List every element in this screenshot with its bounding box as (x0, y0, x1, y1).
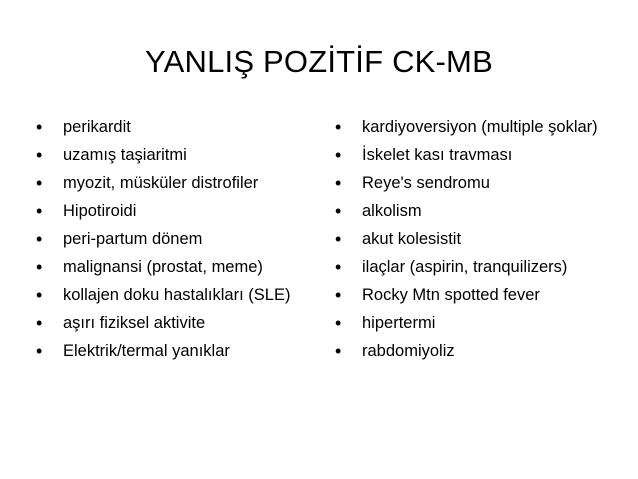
bullet-icon: • (36, 285, 43, 305)
list-item (335, 312, 625, 334)
list-item (335, 116, 625, 138)
bullet-icon: • (36, 229, 43, 249)
list-item (335, 256, 625, 278)
list-item (36, 256, 316, 278)
list-item (335, 284, 625, 306)
bullet-icon: • (36, 341, 43, 361)
bullet-icon: • (335, 117, 342, 137)
list-item-text: hipertermi (362, 314, 436, 332)
list-item-text: malignansi (prostat, meme) (63, 258, 263, 276)
bullet-icon: • (335, 257, 342, 277)
list-item-text: perikardit (63, 118, 131, 136)
list-item (335, 144, 625, 166)
bullet-icon: • (335, 313, 342, 333)
right-bullet-list (335, 116, 625, 368)
bullet-icon: • (36, 173, 43, 193)
list-item-text: Rocky Mtn spotted fever (362, 286, 540, 304)
bullet-icon: • (36, 117, 43, 137)
list-item (335, 200, 625, 222)
list-item (36, 172, 316, 194)
bullet-icon: • (335, 285, 342, 305)
list-item (36, 116, 316, 138)
list-item-text: Reye's sendromu (362, 174, 490, 192)
bullet-icon: • (335, 229, 342, 249)
bullet-icon: • (335, 145, 342, 165)
list-item (36, 144, 316, 166)
left-bullet-list (36, 116, 316, 368)
list-item-text: kollajen doku hastalıkları (SLE) (63, 286, 291, 304)
list-item-text: alkolism (362, 202, 422, 220)
list-item-text: uzamış taşiaritmi (63, 146, 187, 164)
bullet-icon: • (335, 341, 342, 361)
list-item-text: peri-partum dönem (63, 230, 203, 248)
list-item (36, 340, 316, 362)
list-item (335, 340, 625, 362)
list-item (36, 312, 316, 334)
list-item-text: aşırı fiziksel aktivite (63, 314, 206, 332)
list-item-text: Elektrik/termal yanıklar (63, 342, 230, 360)
list-item-text: Hipotiroidi (63, 202, 137, 220)
bullet-icon: • (335, 173, 342, 193)
list-item (36, 200, 316, 222)
list-item (335, 172, 625, 194)
bullet-icon: • (36, 201, 43, 221)
list-item (36, 284, 316, 306)
list-item (36, 228, 316, 250)
list-item-text: rabdomiyoliz (362, 342, 455, 360)
list-item (335, 228, 625, 250)
list-item-text: akut kolesistit (362, 230, 462, 248)
list-item-text: İskelet kası travması (362, 146, 513, 164)
bullet-icon: • (335, 201, 342, 221)
bullet-icon: • (36, 257, 43, 277)
list-item-text: kardiyoversiyon (multiple şoklar) (362, 118, 598, 136)
list-item-text: ilaçlar (aspirin, tranquilizers) (362, 258, 568, 276)
slide-title: YANLIŞ POZİTİF CK-MB (145, 44, 493, 79)
list-item-text: myozit, müsküler distrofiler (63, 174, 259, 192)
bullet-icon: • (36, 313, 43, 333)
bullet-icon: • (36, 145, 43, 165)
